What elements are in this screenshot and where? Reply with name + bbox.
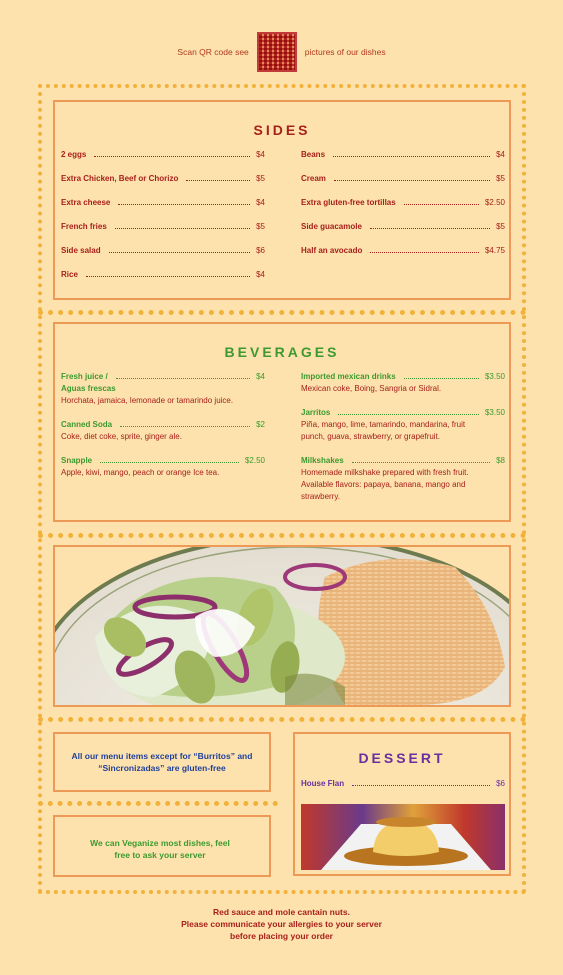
dotted-divider bbox=[38, 801, 278, 807]
dotted-divider bbox=[38, 717, 526, 723]
menu-item: Fresh juice / $4 bbox=[61, 372, 265, 381]
menu-item: Snapple $2.50 bbox=[61, 456, 265, 465]
flan-image bbox=[301, 804, 505, 870]
dotted-divider bbox=[38, 533, 526, 539]
menu-item: Extra gluten-free tortillas $2.50 bbox=[301, 198, 505, 207]
menu-item: Half an avocado $4.75 bbox=[301, 246, 505, 255]
menu-item: Milkshakes $8 bbox=[301, 456, 505, 465]
qr-code-icon[interactable] bbox=[257, 32, 297, 72]
menu-item: French fries $5 bbox=[61, 222, 265, 231]
beverages-title: BEVERAGES bbox=[224, 344, 340, 360]
item-description: Apple, kiwi, mango, peach or orange Ice tea. bbox=[61, 468, 220, 477]
item-description: Mexican coke, Boing, Sangria or Sidral. bbox=[301, 384, 442, 393]
menu-item: Side guacamole $5 bbox=[301, 222, 505, 231]
footer-line: Please communicate your allergies to your server bbox=[181, 919, 382, 929]
food-photo bbox=[53, 545, 511, 707]
vegan-note: We can Veganize most dishes, feel free to ask your server bbox=[90, 838, 230, 860]
menu-item: Canned Soda $2 bbox=[61, 420, 265, 429]
food-plate-image bbox=[55, 547, 509, 705]
gluten-free-note-box bbox=[53, 732, 271, 792]
menu-item: Rice $4 bbox=[61, 270, 265, 279]
qr-right-text: pictures of our dishes bbox=[304, 47, 386, 57]
menu-item: House Flan $6 bbox=[301, 779, 505, 788]
item-description: Horchata, jamaica, lemonade or tamarindo juice. bbox=[61, 396, 234, 405]
dessert-title: DESSERT bbox=[358, 750, 446, 766]
item-description: Coke, diet coke, sprite, ginger ale. bbox=[61, 432, 182, 441]
qr-banner bbox=[0, 32, 563, 72]
gluten-free-note: All our menu items except for “Burritos” and “Sincronizadas” are gluten-free bbox=[71, 751, 253, 773]
menu-item: 2 eggs $4 bbox=[61, 150, 265, 159]
sides-section bbox=[53, 100, 511, 300]
flan-photo bbox=[301, 804, 505, 870]
footer-line: before placing your order bbox=[230, 931, 333, 941]
allergy-footer bbox=[0, 906, 563, 942]
footer-line: Red sauce and mole cantain nuts. bbox=[213, 907, 350, 917]
sides-title: SIDES bbox=[253, 122, 311, 138]
qr-left-text: Scan QR code see bbox=[177, 47, 249, 57]
item-description: Piña, mango, lime, tamarindo, mandarina, fruit punch, guava, strawberry, or grapefruit. bbox=[301, 420, 466, 441]
menu-item: Beans $4 bbox=[301, 150, 505, 159]
menu-item: Side salad $6 bbox=[61, 246, 265, 255]
menu-item: Jarritos $3.50 bbox=[301, 408, 505, 417]
menu-item-name-continued: Aguas frescas bbox=[61, 384, 116, 393]
beverages-section bbox=[53, 322, 511, 522]
item-description: Homemade milkshake prepared with fresh fruit. Available flavors: papaya, banana, mango and strawberry. bbox=[301, 468, 469, 501]
menu-item: Extra Chicken, Beef or Chorizo $5 bbox=[61, 174, 265, 183]
vegan-note-box bbox=[53, 815, 271, 877]
menu-item: Extra cheese $4 bbox=[61, 198, 265, 207]
dotted-divider bbox=[38, 310, 526, 316]
dessert-section bbox=[293, 732, 511, 876]
menu-item: Imported mexican drinks $3.50 bbox=[301, 372, 505, 381]
menu-item: Cream $5 bbox=[301, 174, 505, 183]
